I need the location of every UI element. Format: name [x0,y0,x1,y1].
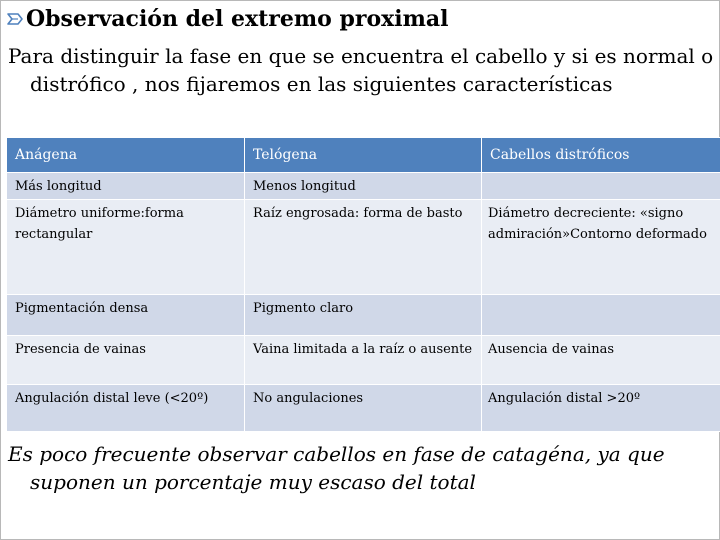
header-distroficos: Cabellos distróficos [482,138,720,173]
table-row [7,336,720,385]
table-row [7,173,720,200]
table-cell: Menos longitud [245,173,482,200]
table-cell: Más longitud [7,173,245,200]
table-row [7,295,720,336]
table-row [7,385,720,432]
comparison-table-wrapper [6,137,720,432]
table-cell: Vaina limitada a la raíz o ausente [245,336,482,385]
table-cell: Angulación distal >20º [482,385,720,432]
footer-note: Es poco frecuente observar cabellos en fase de catagéna, ya que suponen un porcentaje muy escaso del total [8,442,665,494]
table-cell: Angulación distal leve (<20º) [7,385,245,432]
header-telogena: Telógena [245,138,482,173]
table-cell: Diámetro decreciente: «signo admiración»Contorno deformado [482,200,720,295]
table-cell: Pigmentación densa [7,295,245,336]
slide-title [6,4,449,34]
comparison-table [6,137,720,432]
table-cell: No angulaciones [245,385,482,432]
table-cell: Raíz engrosada: forma de basto [245,200,482,295]
table-cell: Diámetro uniforme:forma rectangular [7,200,245,295]
table-cell [482,173,720,200]
table-cell: Pigmento claro [245,295,482,336]
table-row [7,200,720,295]
arrow-bullet-icon [6,10,24,28]
table-cell [482,295,720,336]
table-cell: Presencia de vainas [7,336,245,385]
table-header-row [7,138,720,173]
slide-title-text: Observación del extremo proximal [26,6,449,32]
intro-paragraph: Para distinguir la fase en que se encuentra el cabello y si es normal o distrófico , nos fijaremos en las siguientes características [8,44,714,96]
header-anagena: Anágena [7,138,245,173]
table-cell: Ausencia de vainas [482,336,720,385]
